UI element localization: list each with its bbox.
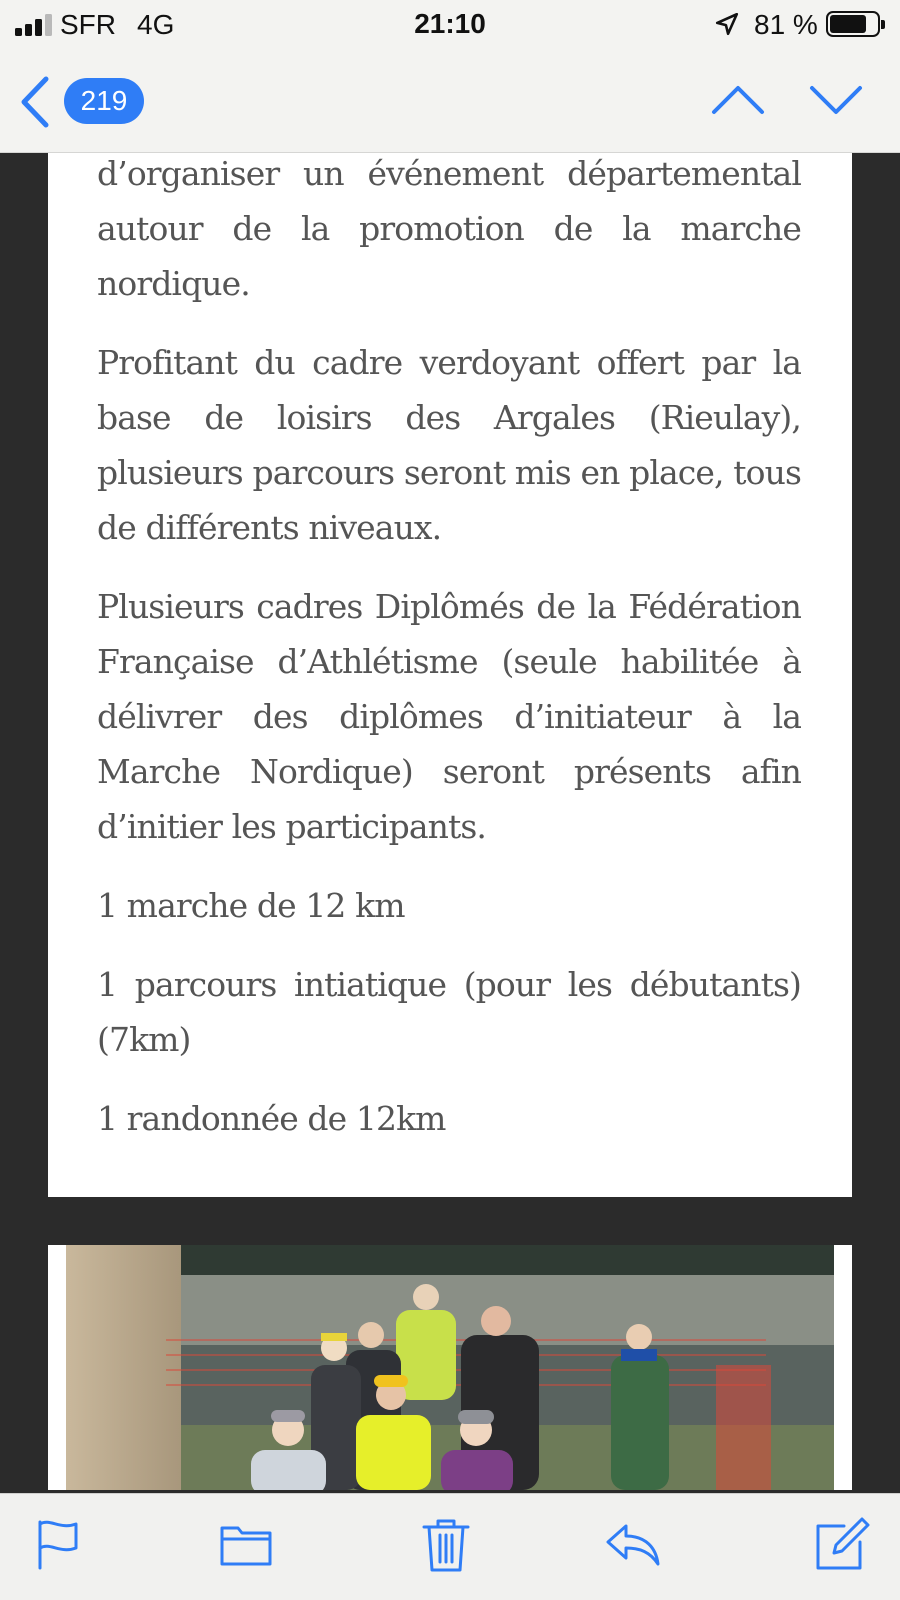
article-body — [97, 153, 801, 1146]
carrier-name: SFR — [60, 9, 116, 40]
bottom-toolbar — [0, 1493, 900, 1600]
flag-button[interactable] — [30, 1516, 86, 1572]
chevron-up-icon — [714, 88, 762, 112]
status-time: 21:10 — [414, 8, 486, 39]
reply-button[interactable] — [604, 1516, 660, 1572]
folder-icon — [222, 1528, 270, 1564]
location-arrow-icon — [714, 11, 740, 37]
next-message-button[interactable] — [808, 80, 864, 120]
battery-percent: 81 % — [754, 9, 818, 40]
article-paragraph: Profitant du cadre verdoyant offert par la base de loisirs des Argales (Rieulay), plusieurs parcours seront mis en place, tous de différents niveaux. — [97, 343, 801, 547]
chevron-down-icon — [812, 88, 860, 112]
battery-icon — [826, 11, 880, 37]
compose-button[interactable] — [814, 1516, 870, 1572]
top-bar — [0, 0, 900, 153]
message-count-badge[interactable]: 219 — [64, 78, 144, 124]
article-paragraph: 1 parcours intiatique (pour les débutants) (7km) — [97, 965, 801, 1059]
flag-icon — [40, 1522, 76, 1568]
article-photo[interactable] — [66, 1245, 834, 1490]
article-paragraph: Plusieurs cadres Diplômés de la Fédération Française d’Athlétisme (seule habilitée à délivrer des diplômes d’initiateur à la Marche Nordique) seront présents afin d’initier les participants. — [97, 587, 801, 846]
reply-icon — [608, 1526, 658, 1564]
article-paragraph: 1 randonnée de 12km — [97, 1099, 446, 1138]
article-paragraph: d’organiser un événement départemental autour de la promotion de la marche nordique. — [97, 154, 801, 303]
photo-card — [48, 1245, 852, 1490]
network-type: 4G — [137, 9, 175, 40]
status-bar — [0, 0, 900, 50]
article-card — [48, 153, 852, 1197]
trash-button[interactable] — [418, 1516, 474, 1572]
previous-message-button[interactable] — [710, 80, 766, 120]
back-button[interactable] — [16, 75, 56, 129]
chevron-left-icon — [24, 79, 46, 125]
trash-icon — [424, 1521, 468, 1570]
article-paragraph: 1 marche de 12 km — [97, 886, 405, 925]
move-to-folder-button[interactable] — [218, 1516, 274, 1572]
compose-icon — [818, 1519, 868, 1568]
